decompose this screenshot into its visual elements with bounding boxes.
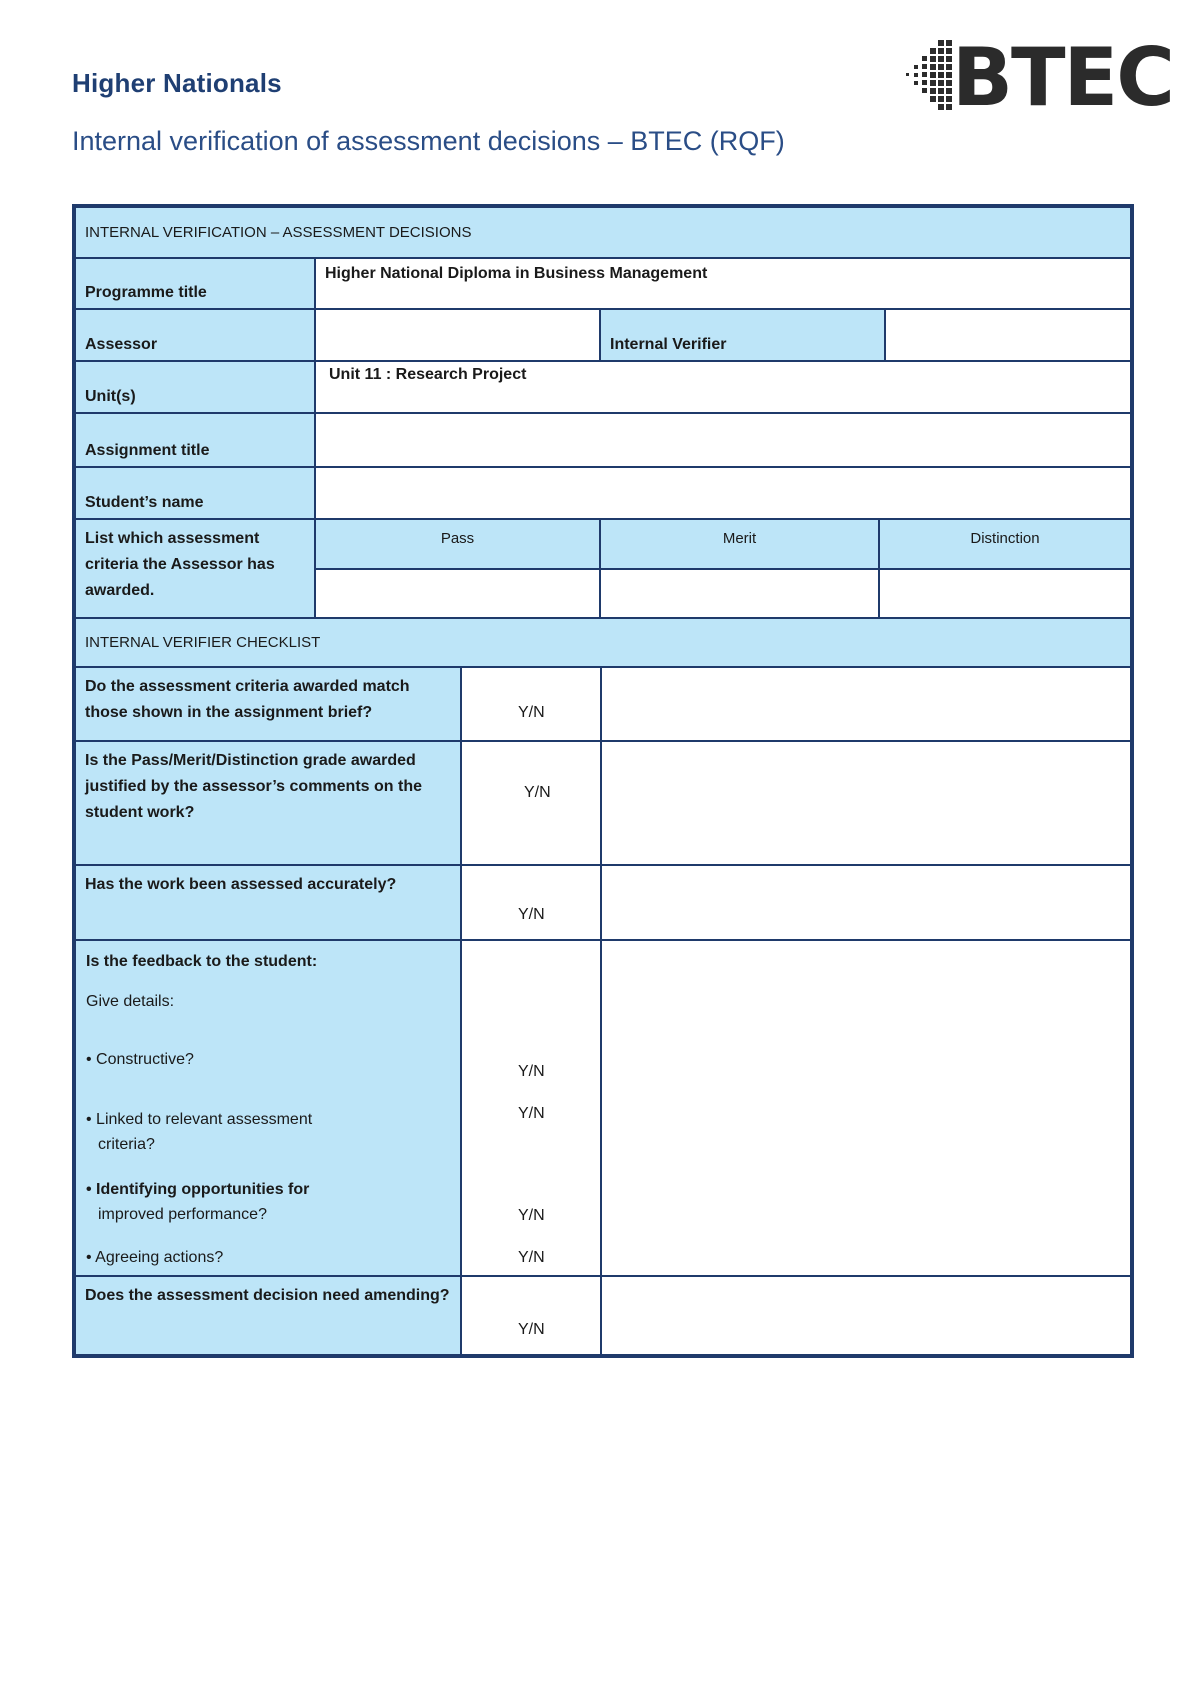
feedback-title: Is the feedback to the student: (86, 953, 318, 970)
assignment-title-label-text: Assignment title (85, 442, 210, 459)
answer-criteria-match[interactable] (461, 667, 601, 741)
answer-assessed-accurately[interactable] (461, 865, 601, 940)
programme-title-label-text: Programme title (85, 284, 207, 301)
section-heading-assessment-decisions (75, 207, 1131, 258)
question-decision-amending-text: Does the assessment decision need amending? (85, 1287, 450, 1304)
assessor-label-text: Assessor (85, 336, 158, 353)
btec-logo-dots-icon (902, 36, 958, 120)
pass-header-text: Pass (440, 530, 475, 547)
internal-verifier-label-text: Internal Verifier (610, 336, 727, 353)
answer-grade-justified[interactable] (461, 741, 601, 865)
merit-criteria-field[interactable] (600, 569, 879, 618)
page-title: Higher Nationals (72, 68, 282, 98)
programme-title-value: Higher National Diploma in Business Management (325, 265, 708, 282)
assessor-label (75, 309, 315, 361)
section-heading-text: INTERNAL VERIFICATION – ASSESSMENT DECISIONS (85, 223, 472, 241)
student-name-label-text: Student’s name (85, 494, 204, 511)
question-decision-amending (75, 1276, 461, 1355)
yn-label: Y/N (518, 704, 545, 721)
programme-title-label (75, 258, 315, 309)
yn-label: Y/N (518, 1105, 545, 1122)
criteria-awarded-label-text: List which assessment criteria the Assessor has awarded. (85, 530, 275, 599)
distinction-header (879, 519, 1131, 569)
question-assessed-accurately (75, 865, 461, 940)
units-label-text: Unit(s) (85, 388, 136, 405)
feedback-item-constructive: • Constructive? (86, 1051, 194, 1068)
comment-grade-justified[interactable] (601, 741, 1131, 865)
distinction-criteria-field[interactable] (879, 569, 1131, 618)
feedback-item-opportunities: • Identifying opportunities for (86, 1181, 310, 1198)
units-value: Unit 11 : Research Project (329, 366, 527, 383)
merit-header (600, 519, 879, 569)
comment-assessed-accurately[interactable] (601, 865, 1131, 940)
question-assessed-accurately-text: Has the work been assessed accurately? (85, 876, 397, 893)
yn-label: Y/N (524, 784, 551, 801)
pass-criteria-field[interactable] (315, 569, 600, 618)
assignment-title-label (75, 413, 315, 467)
feedback-item-agreeing-actions: • Agreeing actions? (86, 1249, 224, 1266)
pass-header (315, 519, 600, 569)
programme-title-field[interactable] (315, 258, 1131, 309)
feedback-give-details: Give details: (86, 993, 175, 1010)
distinction-header-text: Distinction (970, 530, 1040, 547)
student-name-label (75, 467, 315, 519)
feedback-item-opportunities-cont: improved performance? (98, 1206, 267, 1223)
question-feedback (75, 940, 461, 1276)
btec-logo-text: BTEC (952, 31, 1173, 124)
yn-label: Y/N (518, 1249, 545, 1266)
comment-decision-amending[interactable] (601, 1276, 1131, 1355)
yn-label: Y/N (518, 1207, 545, 1224)
internal-verifier-label (600, 309, 885, 361)
feedback-item-linked: • Linked to relevant assessment (86, 1111, 313, 1128)
feedback-item-linked-cont: criteria? (98, 1136, 155, 1153)
yn-label: Y/N (518, 1063, 545, 1080)
verification-form (72, 204, 1134, 1358)
comment-feedback[interactable] (601, 940, 1131, 1276)
units-label (75, 361, 315, 413)
answer-feedback[interactable] (461, 940, 601, 1276)
yn-label: Y/N (518, 906, 545, 923)
answer-decision-amending[interactable] (461, 1276, 601, 1355)
assignment-title-field[interactable] (315, 413, 1131, 467)
section-heading-checklist (75, 618, 1131, 667)
page-subtitle: Internal verification of assessment decisions – BTEC (RQF) (72, 126, 785, 156)
section-heading-checklist-text: INTERNAL VERIFIER CHECKLIST (85, 633, 321, 651)
question-criteria-match-text: Do the assessment criteria awarded match those shown in the assignment brief? (85, 678, 410, 721)
assessor-field[interactable] (315, 309, 600, 361)
internal-verifier-field[interactable] (885, 309, 1131, 361)
student-name-field[interactable] (315, 467, 1131, 519)
yn-label: Y/N (518, 1321, 545, 1338)
merit-header-text: Merit (722, 530, 757, 547)
question-criteria-match (75, 667, 461, 741)
question-grade-justified-text: Is the Pass/Merit/Distinction grade awarded justified by the assessor’s comments on the student work? (85, 752, 422, 821)
btec-logo (902, 31, 1173, 124)
units-field[interactable] (315, 361, 1131, 413)
criteria-awarded-label (75, 519, 315, 618)
comment-criteria-match[interactable] (601, 667, 1131, 741)
question-grade-justified (75, 741, 461, 865)
